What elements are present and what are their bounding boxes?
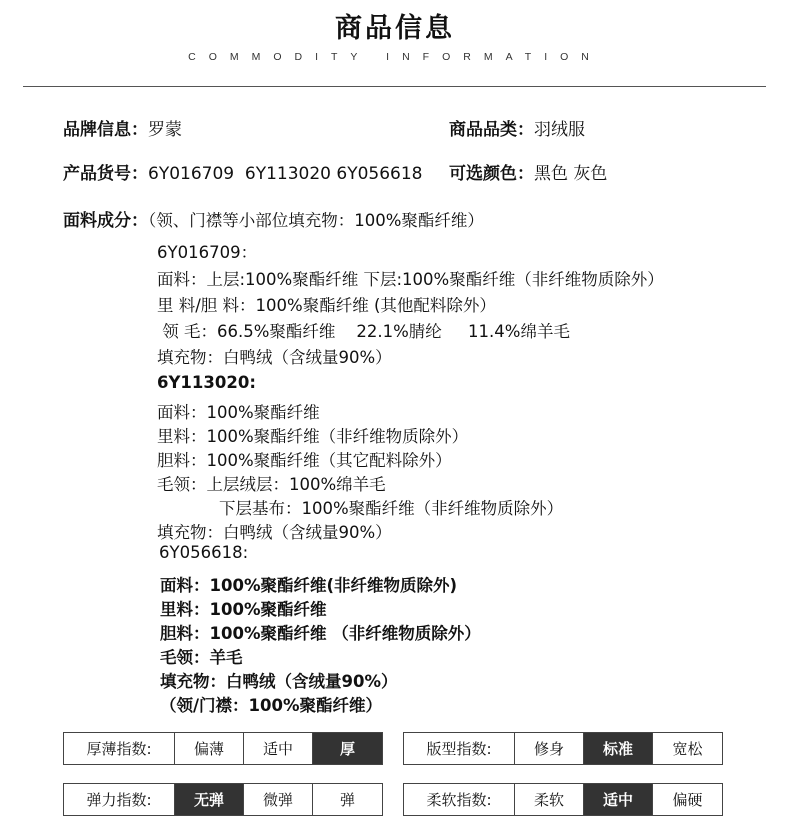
brand-label: 品牌信息： [63, 120, 148, 140]
softness-option: 适中 [584, 784, 653, 815]
thickness-option: 偏薄 [175, 733, 244, 764]
fabric-line: 胆料：100%聚酯纤维（其它配料除外） [157, 451, 452, 470]
thickness-option: 厚 [313, 733, 382, 764]
thickness-index [63, 732, 383, 765]
header-divider [23, 86, 766, 87]
elasticity-option: 无弹 [175, 784, 244, 815]
fabric-line: 面料：上层:100%聚酯纤维 下层:100%聚酯纤维（非纤维物质除外） [157, 270, 664, 289]
fit-option: 宽松 [672, 740, 703, 758]
fabric-label: 面料成分： [63, 211, 148, 231]
softness-option: 柔软 [515, 784, 584, 815]
elasticity-index [63, 783, 383, 816]
brand-row [63, 115, 182, 140]
fabric-line: 6Y016709： [157, 243, 258, 262]
fabric-row [63, 206, 484, 231]
fabric-line: 填充物：白鸭绒（含绒量90%） [157, 348, 392, 367]
sku-row [63, 159, 423, 184]
fabric-line: 胆料：100%聚酯纤维 （非纤维物质除外） [160, 624, 481, 643]
fit-option: 标准 [584, 733, 653, 764]
elasticity-option: 微弹 [244, 784, 313, 815]
fit-index-label: 版型指数: [404, 733, 515, 764]
elasticity-index-label: 弹力指数: [64, 784, 175, 815]
color-value: 黑色 灰色 [534, 164, 608, 184]
fabric-line: 下层基布：100%聚酯纤维（非纤维物质除外） [219, 499, 564, 518]
fabric-line: 6Y113020: [157, 373, 256, 392]
softness-index [403, 783, 723, 816]
page-title: 商品信息 [335, 13, 455, 44]
fabric-line: 里料：100%聚酯纤维 [160, 600, 327, 619]
fabric-line: 毛领：上层绒层：100%绵羊毛 [157, 475, 386, 494]
category-row [449, 115, 585, 140]
fabric-line: 面料：100%聚酯纤维 [157, 403, 320, 422]
fabric-line: 面料：100%聚酯纤维(非纤维物质除外) [160, 576, 458, 595]
fabric-line: 里料：100%聚酯纤维（非纤维物质除外） [157, 427, 469, 446]
color-row [449, 159, 607, 184]
elasticity-option: 弹 [339, 791, 355, 809]
softness-index-label: 柔软指数: [404, 784, 515, 815]
fabric-line: 6Y056618: [159, 543, 249, 562]
category-value: 羽绒服 [534, 120, 585, 140]
brand-value: 罗蒙 [148, 120, 182, 140]
thickness-index-label: 厚薄指数: [64, 733, 175, 764]
fabric-line: 填充物：白鸭绒（含绒量90%） [160, 672, 398, 691]
sku-value: 6Y016709 6Y113020 6Y056618 [148, 164, 423, 184]
fit-option: 修身 [515, 733, 584, 764]
fabric-line: （领/门襟：100%聚酯纤维） [160, 696, 383, 715]
fabric-line: 领 毛：66.5%聚酯纤维 22.1%腈纶 11.4%绵羊毛 [157, 322, 570, 341]
fabric-line: 毛领：羊毛 [160, 648, 243, 667]
fabric-line: 填充物：白鸭绒（含绒量90%） [157, 523, 392, 542]
thickness-option: 适中 [244, 733, 313, 764]
color-label: 可选颜色： [449, 164, 534, 184]
softness-option: 偏硬 [672, 791, 703, 809]
fabric-line: 里 料/胆 料：100%聚酯纤维 (其他配料除外） [157, 296, 496, 315]
page-subtitle: COMMODITY INFORMATION [188, 51, 602, 63]
sku-label: 产品货号： [63, 164, 148, 184]
fit-index [403, 732, 723, 765]
category-label: 商品品类： [449, 120, 534, 140]
fabric-note: （领、门襟等小部位填充物：100%聚酯纤维） [148, 211, 484, 230]
